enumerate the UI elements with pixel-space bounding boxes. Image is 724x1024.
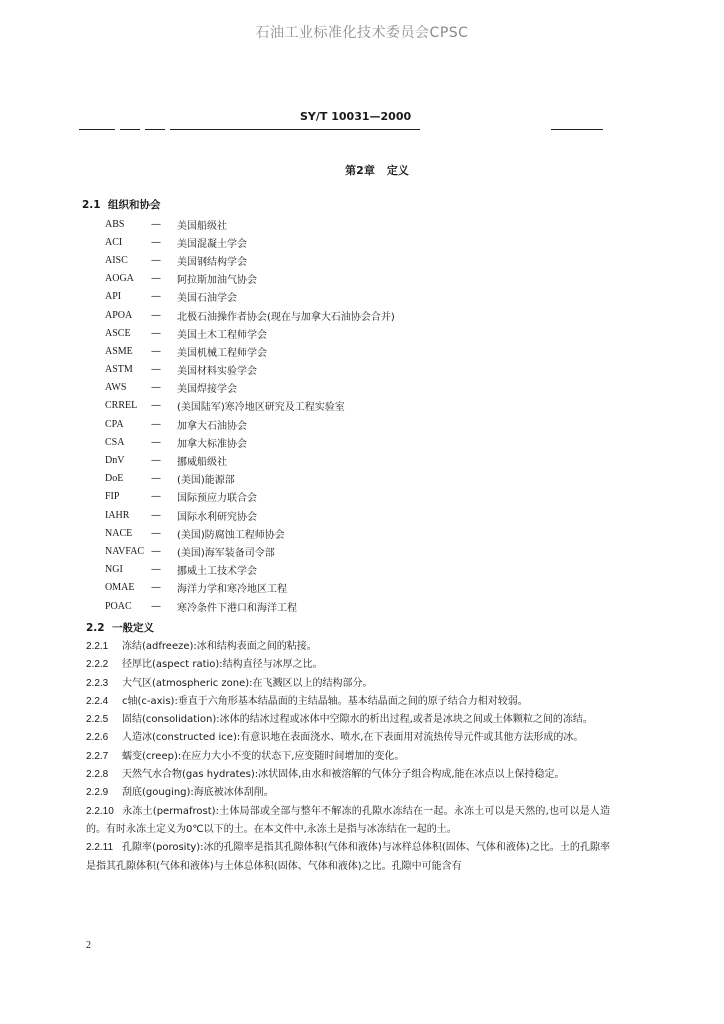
- watermark: 石油工业标准化技术委员会CPSC: [255, 25, 469, 41]
- organization-name: 美国混凝土学会: [177, 238, 247, 250]
- definition-text: 永冻土(permafrost):土体局部或全部与整年不解冻的孔隙水冻结在一起。永冻土可以是天然的,也可以是人造的。有时永冻土定义为0℃以下的土。在本文件中,永冻土是指与冰冻结在一起的土。: [86, 805, 610, 835]
- organization-name: 加拿大标准协会: [177, 438, 247, 450]
- definition-number: 2.2.2: [86, 659, 109, 671]
- organization-name: (美国)防腐蚀工程师协会: [177, 529, 285, 541]
- organization-code: NAVFAC: [105, 545, 145, 557]
- organization-code: IAHR: [105, 509, 130, 521]
- separator-dash: —: [151, 291, 161, 303]
- definition-item: [86, 839, 610, 876]
- organization-row: [105, 397, 605, 415]
- definition-number: 2.2.9: [86, 787, 109, 799]
- separator-dash: —: [151, 455, 161, 467]
- definition-text: 径厚比(aspect ratio):结构直径与冰厚之比。: [122, 659, 323, 671]
- organization-code: CPA: [105, 418, 124, 430]
- organization-code: AWS: [105, 382, 127, 394]
- organization-name: 挪威土工技术学会: [177, 566, 257, 578]
- organization-code: ABS: [105, 218, 125, 230]
- organization-code: AOGA: [105, 273, 134, 285]
- organization-name: 美国钢结构学会: [177, 256, 247, 268]
- definition-text: 固结(consolidation):冰体的结冰过程或冰体中空隙水的析出过程,或者是冰块之间或土体颗粒之间的冻结。: [122, 714, 593, 726]
- organization-row: [105, 542, 605, 560]
- organization-code: ASCE: [105, 327, 131, 339]
- organization-code: FIP: [105, 491, 120, 503]
- organization-name: 阿拉斯加油气协会: [177, 275, 257, 287]
- organization-code: CRREL: [105, 400, 138, 412]
- organization-row: [105, 561, 605, 579]
- header-rule: [551, 129, 603, 130]
- organization-code: POAC: [105, 600, 132, 612]
- organization-code: OMAE: [105, 582, 135, 594]
- definition-item: [86, 711, 610, 729]
- header-rule: [120, 129, 140, 130]
- definition-number: 2.2.10: [86, 805, 114, 817]
- separator-dash: —: [151, 564, 161, 576]
- separator-dash: —: [151, 327, 161, 339]
- section-number: 2.2: [86, 622, 105, 634]
- separator-dash: —: [151, 582, 161, 594]
- organization-row: [105, 579, 605, 597]
- organization-name: 挪威船级社: [177, 457, 227, 469]
- organization-list: [105, 215, 605, 615]
- standard-code: SY/T 10031—2000: [300, 110, 412, 123]
- separator-dash: —: [151, 236, 161, 248]
- definition-number: 2.2.8: [86, 769, 109, 781]
- organization-name: 国际水利研究协会: [177, 511, 257, 523]
- definition-number: 2.2.11: [86, 842, 114, 854]
- organization-name: 海洋力学和寒冷地区工程: [177, 584, 287, 596]
- organization-name: (美国)能源部: [177, 475, 235, 487]
- separator-dash: —: [151, 309, 161, 321]
- separator-dash: —: [151, 254, 161, 266]
- definition-text: 冻结(adfreeze):冰和结构表面之间的粘接。: [122, 641, 317, 652]
- definition-text: c轴(c-axis):垂直于六角形基本结晶面的主结晶轴。基本结晶面之间的原子结合力相对较弱。: [122, 695, 528, 707]
- organization-row: [105, 324, 605, 342]
- organization-code: APOA: [105, 309, 133, 321]
- chapter-title: [0, 162, 724, 178]
- page-number: 2: [86, 940, 91, 951]
- organization-code: NGI: [105, 564, 123, 576]
- organization-name: 北极石油操作者协会(现在与加拿大石油协会合并): [177, 311, 395, 323]
- organization-row: [105, 433, 605, 451]
- organization-row: [105, 270, 605, 288]
- definition-text: 人造冰(constructed ice):有意识地在表面浇水、喷水,在下表面用对流热传导元件或其他方法形成的冰。: [122, 732, 584, 744]
- organization-row: [105, 488, 605, 506]
- organization-code: DoE: [105, 473, 124, 485]
- separator-dash: —: [151, 400, 161, 412]
- separator-dash: —: [151, 473, 161, 485]
- section-heading-defs: [86, 620, 154, 635]
- organization-row: [105, 361, 605, 379]
- definition-item: [86, 638, 610, 656]
- definition-list: [86, 638, 610, 876]
- chapter-number: 第2章: [345, 164, 375, 177]
- separator-dash: —: [151, 345, 161, 357]
- definition-text: 刮底(gouging):海底被冰体刮削。: [122, 787, 274, 799]
- separator-dash: —: [151, 509, 161, 521]
- separator-dash: —: [151, 545, 161, 557]
- organization-row: [105, 415, 605, 433]
- section-number: 2.1: [82, 199, 101, 211]
- organization-name: 美国土木工程师学会: [177, 329, 267, 341]
- organization-code: CSA: [105, 436, 125, 448]
- organization-row: [105, 506, 605, 524]
- organization-row: [105, 288, 605, 306]
- organization-row: [105, 470, 605, 488]
- definition-item: [86, 803, 610, 840]
- definition-number: 2.2.5: [86, 714, 109, 726]
- definition-item: [86, 766, 610, 784]
- organization-code: API: [105, 291, 122, 303]
- organization-row: [105, 233, 605, 251]
- definition-text: 大气区(atmospheric zone):在飞溅区以上的结构部分。: [122, 677, 373, 689]
- organization-code: ACI: [105, 236, 123, 248]
- separator-dash: —: [151, 600, 161, 612]
- organization-row: [105, 342, 605, 360]
- definition-number: 2.2.7: [86, 750, 109, 762]
- separator-dash: —: [151, 364, 161, 376]
- organization-name: (美国)海军装备司令部: [177, 547, 275, 559]
- section-title: 一般定义: [112, 622, 154, 634]
- organization-row: [105, 524, 605, 542]
- definition-text: 天然气水合物(gas hydrates):冰状固体,由水和被溶解的气体分子组合构成,能在冰点以上保持稳定。: [122, 769, 565, 781]
- organization-name: 加拿大石油协会: [177, 420, 247, 432]
- definition-item: [86, 675, 610, 693]
- chapter-name: 定义: [386, 164, 409, 177]
- organization-name: 美国船级社: [177, 220, 227, 232]
- header-rule: [170, 129, 420, 130]
- organization-name: 美国焊接学会: [177, 384, 237, 396]
- organization-row: [105, 251, 605, 269]
- separator-dash: —: [151, 418, 161, 430]
- header-rule: [79, 129, 115, 130]
- separator-dash: —: [151, 218, 161, 230]
- separator-dash: —: [151, 527, 161, 539]
- definition-text: 蠕变(creep):在应力大小不变的状态下,应变随时间增加的变化。: [122, 750, 405, 762]
- definition-number: 2.2.4: [86, 695, 109, 707]
- definition-item: [86, 729, 610, 747]
- definition-number: 2.2.3: [86, 677, 109, 689]
- definition-number: 2.2.1: [86, 641, 109, 652]
- organization-row: [105, 306, 605, 324]
- organization-code: ASTM: [105, 364, 133, 376]
- organization-name: 美国机械工程师学会: [177, 347, 267, 359]
- definition-text: 孔隙率(porosity):冰的孔隙率是指其孔隙体积(气体和液体)与冰样总体积(固体、气体和液体)之比。土的孔隙率是指其孔隙体积(气体和液体)与土体总体积(固体、气体和液体)之比。孔隙中可能含有: [86, 842, 610, 872]
- organization-code: AISC: [105, 254, 128, 266]
- organization-name: 国际预应力联合会: [177, 493, 257, 505]
- separator-dash: —: [151, 382, 161, 394]
- organization-name: 寒冷条件下港口和海洋工程: [177, 602, 297, 614]
- separator-dash: —: [151, 436, 161, 448]
- definition-item: [86, 784, 610, 802]
- organization-row: [105, 215, 605, 233]
- organization-name: 美国石油学会: [177, 293, 237, 305]
- organization-code: NACE: [105, 527, 133, 539]
- section-heading-orgs: [82, 197, 161, 212]
- section-title: 组织和协会: [108, 199, 161, 211]
- definition-number: 2.2.6: [86, 732, 109, 744]
- organization-code: ASME: [105, 345, 133, 357]
- organization-name: (美国陆军)寒冷地区研究及工程实验室: [177, 402, 345, 414]
- organization-row: [105, 597, 605, 615]
- separator-dash: —: [151, 273, 161, 285]
- organization-row: [105, 451, 605, 469]
- organization-code: DnV: [105, 455, 125, 467]
- separator-dash: —: [151, 491, 161, 503]
- definition-item: [86, 693, 610, 711]
- definition-item: [86, 748, 610, 766]
- definition-item: [86, 656, 610, 674]
- header-rule: [145, 129, 165, 130]
- organization-row: [105, 379, 605, 397]
- organization-name: 美国材料实验学会: [177, 366, 257, 378]
